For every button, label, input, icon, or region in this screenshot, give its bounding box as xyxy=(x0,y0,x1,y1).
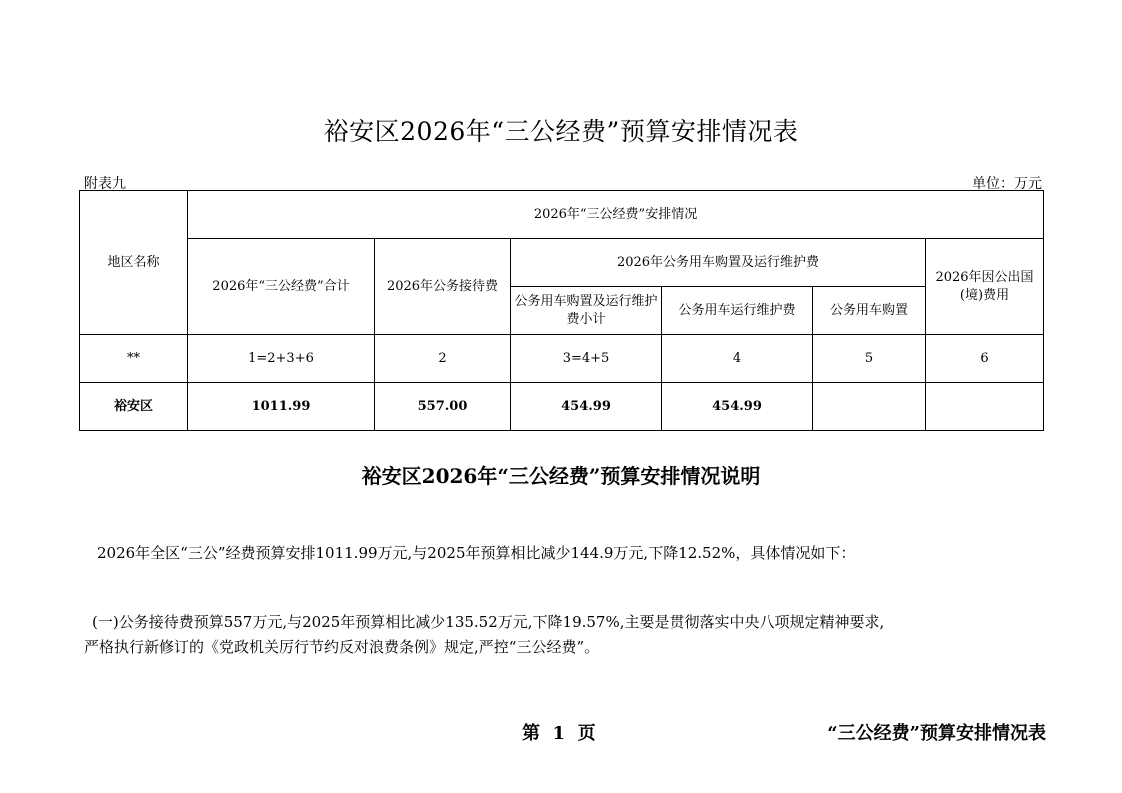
unit-label: 单位：万元 xyxy=(972,176,1042,192)
code-cell: 6 xyxy=(926,335,1044,383)
reception-value-cell: 557.00 xyxy=(375,383,511,431)
vehicle-subtotal-value-cell: 454.99 xyxy=(511,383,662,431)
explanation-paragraph-1: 2026年全区“三公”经费预算安排1011.99万元,与2025年预算相比减少144.9万元,下降12.52%，具体情况如下： xyxy=(97,544,856,562)
code-cell: 3=4+5 xyxy=(511,335,662,383)
vehicle-purchase-header: 公务用车购置 xyxy=(813,287,926,335)
paragraph-2-line-1: (一)公务接待费预算557万元,与2025年预算相比减少135.52万元,下降19.57%,主要是贯彻落实中央八项规定精神要求, xyxy=(92,613,885,631)
code-cell: 4 xyxy=(662,335,813,383)
reception-header: 2026年公务接待费 xyxy=(375,239,511,335)
appendix-label: 附表九 xyxy=(84,176,126,192)
vehicle-purchase-value-cell xyxy=(813,383,926,431)
region-name-cell: 裕安区 xyxy=(80,383,188,431)
vehicle-subtotal-header: 公务用车购置及运行维护费小计 xyxy=(511,287,662,335)
group-header: 2026年“三公经费”安排情况 xyxy=(188,191,1044,239)
abroad-header: 2026年因公出国(境)费用 xyxy=(926,239,1044,335)
paragraph-2-line-2: 严格执行新修订的《党政机关厉行节约反对浪费条例》规定,严控“三公经费”。 xyxy=(84,638,600,656)
total-header: 2026年“三公经费”合计 xyxy=(188,239,375,335)
code-cell: 2 xyxy=(375,335,511,383)
vehicle-maintenance-value-cell: 454.99 xyxy=(662,383,813,431)
vehicle-maintenance-header: 公务用车运行维护费 xyxy=(662,287,813,335)
code-row xyxy=(80,335,1044,383)
code-cell: 5 xyxy=(813,335,926,383)
total-value-cell: 1011.99 xyxy=(188,383,375,431)
budget-table xyxy=(79,190,1044,431)
code-cell: 1=2+3+6 xyxy=(188,335,375,383)
vehicle-group-header: 2026年公务用车购置及运行维护费 xyxy=(511,239,926,287)
page-number: 第 1 页 xyxy=(522,723,596,744)
page-title: 裕安区2026年“三公经费”预算安排情况表 xyxy=(323,117,799,146)
region-header: 地区名称 xyxy=(80,191,188,335)
footer-doc-title: “三公经费”预算安排情况表 xyxy=(827,723,1046,744)
code-cell: ** xyxy=(80,335,188,383)
explanation-paragraph-2 xyxy=(84,610,1044,660)
data-row xyxy=(80,383,1044,431)
explanation-title: 裕安区2026年“三公经费”预算安排情况说明 xyxy=(361,464,761,488)
abroad-value-cell xyxy=(926,383,1044,431)
